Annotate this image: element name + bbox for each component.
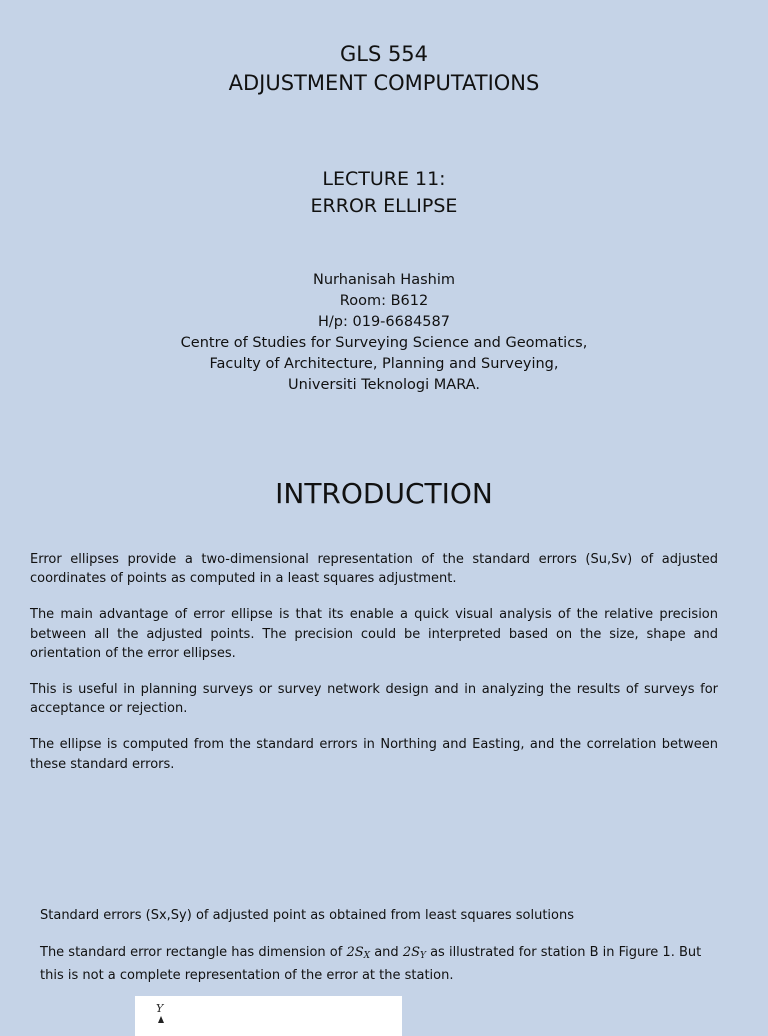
author-phone: H/p: 019-6684587 xyxy=(318,314,450,330)
lecture-topic: ERROR ELLIPSE xyxy=(310,195,458,217)
math-subscript: X xyxy=(363,951,371,962)
author-faculty: Faculty of Architecture, Planning and Surveying, xyxy=(209,356,559,372)
course-title xyxy=(0,40,768,98)
lecture-title xyxy=(0,166,768,220)
intro-paragraph: The main advantage of error ellipse is that its enable a quick visual analysis of the relative precision between all the adjusted points. The precision could be interpreted based on the size, shape and orientation of the error ellipses. xyxy=(30,607,718,661)
title-slide xyxy=(0,0,768,430)
intro-paragraph: This is useful in planning surveys or survey network design and in analyzing the results of surveys for acceptance or rejection. xyxy=(30,682,718,717)
standard-errors-body xyxy=(40,906,728,1004)
author-centre: Centre of Studies for Surveying Science and Geomatics, xyxy=(180,335,588,351)
text-segment: as illustrated for station B in Figure 1. But this is not a complete representation of the error at the station. xyxy=(40,945,702,984)
course-code: GLS 554 xyxy=(339,42,429,66)
intro-heading: INTRODUCTION xyxy=(275,477,493,510)
figure-1 xyxy=(135,996,402,1036)
course-name: ADJUSTMENT COMPUTATIONS xyxy=(228,71,540,95)
standard-errors-slide xyxy=(0,900,768,1024)
error-rectangle-paragraph xyxy=(40,943,728,985)
intro-paragraph: The ellipse is computed from the standard errors in Northing and Easting, and the correlation between these standard errors. xyxy=(30,737,718,772)
lecture-number: LECTURE 11: xyxy=(322,168,446,190)
intro-paragraph: Error ellipses provide a two-dimensional representation of the standard errors (Su,Sv) of adjusted coordinates of points as computed in a least squares adjustment. xyxy=(30,552,718,587)
text-segment: The standard error rectangle has dimension of xyxy=(40,945,347,961)
intro-body xyxy=(30,550,718,791)
arrow-up-icon xyxy=(158,1016,164,1023)
author-name: Nurhanisah Hashim xyxy=(313,272,455,288)
author-university: Universiti Teknologi MARA. xyxy=(288,377,480,393)
author-room: Room: B612 xyxy=(339,293,429,309)
y-axis-label: Y xyxy=(156,1002,164,1015)
math-coef: 2S xyxy=(346,945,364,961)
math-coef: 2S xyxy=(402,945,420,961)
math-2sy xyxy=(403,945,426,960)
author-info xyxy=(0,270,768,396)
math-2sx xyxy=(346,945,370,960)
math-subscript: Y xyxy=(420,951,426,962)
introduction-slide xyxy=(0,470,768,800)
text-segment: and xyxy=(370,945,403,961)
standard-errors-line: Standard errors (Sx,Sy) of adjusted point as obtained from least squares solutions xyxy=(40,908,575,923)
